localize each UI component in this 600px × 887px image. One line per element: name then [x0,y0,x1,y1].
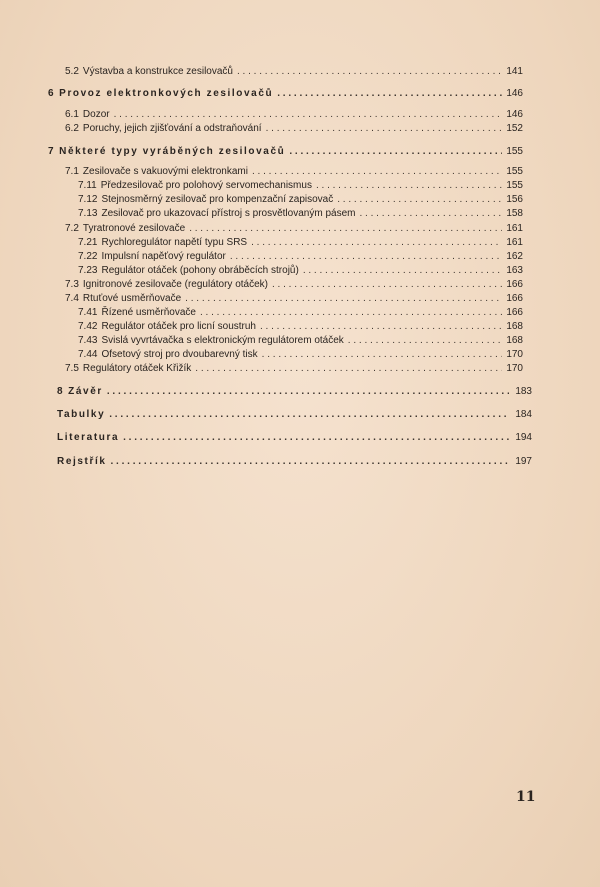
section-number: 7.4 [65,293,79,304]
section-number: 6.1 [65,109,79,120]
chapter-title: Některé typy vyráběných zesilovačů [59,146,286,157]
chapter-title: Tabulky [57,409,106,420]
section-number: 7.44 [78,349,98,360]
section-title: Rychloregulátor napětí typu SRS [101,237,248,248]
section-title: Tyratronové zesilovače [82,223,186,234]
toc-entry-7-13 [78,208,523,220]
toc-entry-7-43 [78,335,523,347]
page-number: 194 [515,432,532,443]
dot-leader [109,409,509,421]
page-number: 146 [506,88,523,99]
toc-entry-7-3 [65,279,523,291]
page-number: 155 [506,180,523,191]
toc-chapter-7 [48,146,523,158]
section-number: 7.3 [65,279,79,290]
section-title: Rtuťové usměrňovače [82,293,182,304]
toc-entry-7-2 [65,223,523,235]
page-number: 170 [506,363,523,374]
dot-leader [200,307,502,319]
section-number: 5.2 [65,66,79,77]
section-title: Zesilovače s vakuovými elektronkami [82,166,248,177]
toc-chapter-literatura [57,432,532,444]
page-folio-number: 11 [516,789,536,805]
dot-leader [359,208,502,220]
page-number: 158 [506,208,523,219]
toc-entry-5-2 [65,66,523,78]
page-number: 155 [506,166,523,177]
toc-entry-6-1 [65,109,523,121]
toc-entry-7-41 [78,307,523,319]
page-number: 146 [506,109,523,120]
dot-leader [237,66,502,78]
section-title: Předzesilovač pro polohový servomechanismus [100,180,312,191]
dot-leader [262,349,503,361]
section-title: Ofsetový stroj pro dvoubarevný tisk [101,349,258,360]
page-number: 156 [506,194,523,205]
toc-chapter-rejstrik [57,456,532,468]
page-number: 197 [515,456,532,467]
section-title: Impulsní napěťový regulátor [101,251,226,262]
section-number: 6.2 [65,123,79,134]
section-number: 7.22 [78,251,98,262]
chapter-number: 8 [57,386,65,397]
chapter-title: Provoz elektronkových zesilovačů [59,88,274,99]
section-number: 7.5 [65,363,79,374]
section-title: Svislá vyvrtávačka s elektronickým regulátorem otáček [101,335,344,346]
section-title: Ignitronové zesilovače (regulátory otáček) [82,279,268,290]
page-number: 161 [506,237,523,248]
dot-leader [337,194,502,206]
toc-entry-7-21 [78,237,523,249]
page-number: 168 [506,335,523,346]
chapter-title: Literatura [57,432,120,443]
page-number: 166 [506,293,523,304]
toc-entry-7-11 [78,180,523,192]
page-number: 166 [506,279,523,290]
section-number: 7.2 [65,223,79,234]
toc-chapter-tabulky [57,409,532,421]
chapter-number: 7 [48,146,56,157]
dot-leader [251,237,502,249]
section-title: Dozor [82,109,110,120]
chapter-title: Závěr [68,386,103,397]
dot-leader [111,456,510,468]
dot-leader [114,109,501,121]
section-number: 7.13 [78,208,98,219]
page-number: 162 [506,251,523,262]
toc-entry-6-2 [65,123,523,135]
page-number: 168 [506,321,523,332]
toc-entry-7-23 [78,265,523,277]
dot-leader [107,386,509,398]
dot-leader [266,123,503,135]
section-number: 7.41 [78,307,98,318]
page-number: 155 [506,146,523,157]
section-title: Stejnosměrný zesilovač pro kompenzační zapisovač [101,194,334,205]
dot-leader [252,166,502,178]
dot-leader [289,146,502,158]
section-title: Poruchy, jejich zjišťování a odstraňování [82,123,262,134]
section-number: 7.21 [78,237,98,248]
dot-leader [195,363,502,375]
section-title: Regulátory otáček Křižík [82,363,192,374]
section-title: Výstavba a konstrukce zesilovačů [82,66,233,77]
section-title: Řízené usměrňovače [101,307,196,318]
dot-leader [272,279,502,291]
page-number: 183 [515,386,532,397]
section-number: 7.11 [78,180,97,191]
section-title: Zesilovač pro ukazovací přístroj s prosvětlovaným pásem [101,208,356,219]
dot-leader [260,321,502,333]
toc-entry-7-42 [78,321,523,333]
dot-leader [316,180,502,192]
section-number: 7.42 [78,321,98,332]
page-number: 161 [506,223,523,234]
toc-chapter-8 [57,386,532,398]
page-number: 184 [515,409,532,420]
section-title: Regulátor otáček pro licní soustruh [101,321,256,332]
dot-leader [189,223,502,235]
toc-entry-7-1 [65,166,523,178]
toc-chapter-6 [48,88,523,100]
page-number: 170 [506,349,523,360]
page-number: 152 [506,123,523,134]
chapter-title: Rejstřík [57,456,107,467]
dot-leader [348,335,503,347]
section-number: 7.23 [78,265,98,276]
section-number: 7.12 [78,194,98,205]
dot-leader [277,88,502,100]
toc-entry-7-5 [65,363,523,375]
toc-entry-7-4 [65,293,523,305]
chapter-number: 6 [48,88,56,99]
page-number: 141 [506,66,523,77]
toc-entry-7-12 [78,194,523,206]
dot-leader [123,432,510,444]
page-number: 163 [506,265,523,276]
dot-leader [230,251,502,263]
toc-entry-7-22 [78,251,523,263]
section-number: 7.1 [65,166,79,177]
page-number: 166 [506,307,523,318]
dot-leader [303,265,503,277]
toc-entry-7-44 [78,349,523,361]
section-title: Regulátor otáček (pohony obráběcích strojů) [101,265,299,276]
section-number: 7.43 [78,335,98,346]
dot-leader [185,293,502,305]
